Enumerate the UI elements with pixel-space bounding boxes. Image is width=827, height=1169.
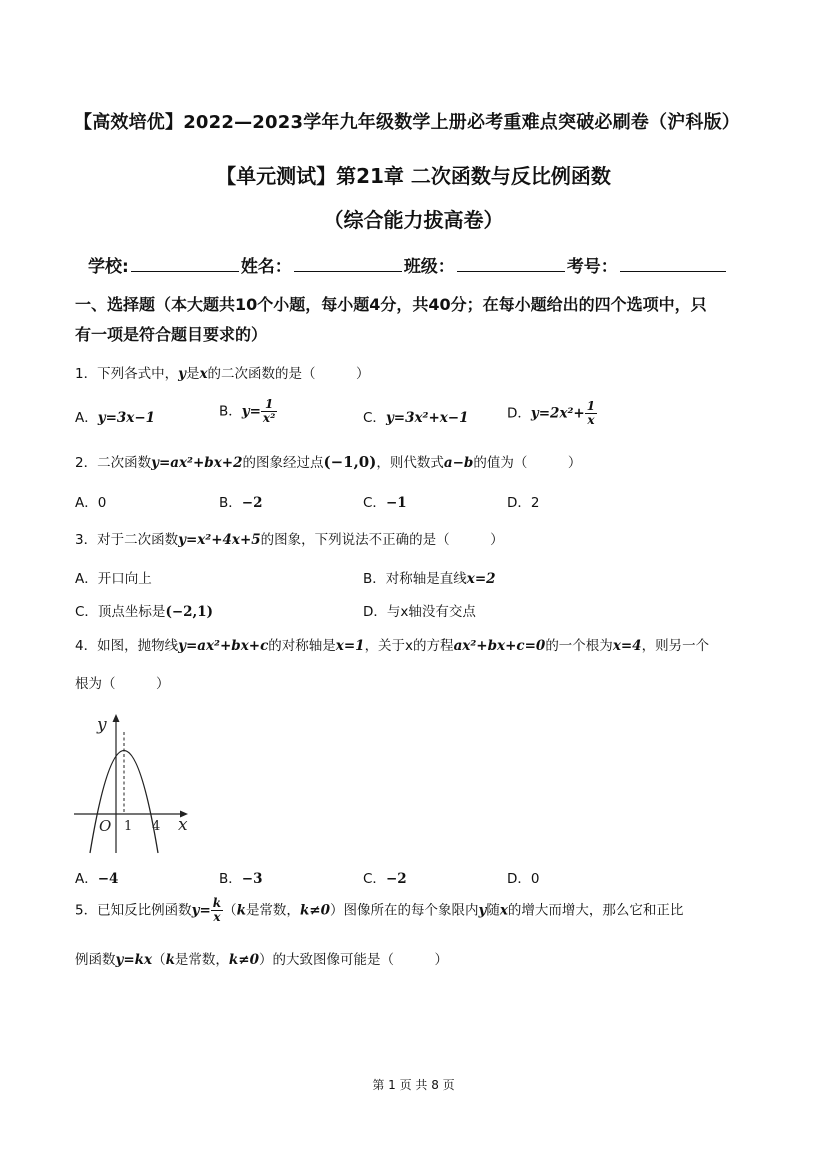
q1-text-c: 的二次函数的是（ ） [207, 366, 370, 382]
q1-option-c-label: C． [363, 410, 386, 426]
doc-title-line1: 【高效培优】2022—2023学年九年级数学上册必考重难点突破必刷卷（沪科版） [74, 112, 740, 133]
q1-text-a: 1．下列各式中， [75, 366, 179, 382]
q5-k2: k [165, 952, 175, 968]
q5-text-e: 随 [486, 902, 500, 919]
q5-function-left: y= [191, 902, 211, 919]
q2-option-c-value: −1 [385, 495, 407, 511]
q4-option-b[interactable] [219, 867, 262, 887]
q1-option-c[interactable] [363, 406, 469, 426]
q4-option-b-value: −3 [241, 871, 263, 887]
q3-option-b[interactable] [363, 567, 496, 587]
q2-option-c-label: C． [363, 495, 386, 511]
q3-text-b: 的图象，下列说法不正确的是（ ） [260, 532, 504, 548]
q5-stem-line2 [75, 948, 448, 968]
q4-tick-1: 1 [124, 819, 133, 834]
q1-option-b[interactable] [219, 398, 277, 425]
q5-numerator: k [212, 896, 222, 910]
q5-var-y: y [478, 902, 487, 919]
q2-option-c[interactable] [363, 491, 407, 511]
q4-y-label: y [97, 715, 107, 735]
q5-text-f: 的增大而增大，那么它和正比 [507, 902, 684, 919]
q3-option-c-text: C．顶点坐标是 [75, 604, 166, 620]
q4-x-label: x [178, 815, 188, 835]
q3-option-c[interactable] [75, 600, 213, 620]
q5-denominator: x [213, 910, 221, 924]
school-blank[interactable] [131, 255, 239, 272]
q4-parabola-graph [70, 710, 200, 855]
question-1-stem [75, 362, 370, 382]
q4-text-c: ，关于x的方程 [364, 638, 454, 654]
section1-heading-line2: 有一项是符合题目要求的） [75, 325, 268, 344]
class-blank[interactable] [457, 255, 565, 272]
name-blank[interactable] [294, 255, 402, 272]
q5-k-neq-1: k≠0 [299, 902, 330, 919]
school-label: 学校: [88, 257, 129, 277]
q1-option-d-fraction [585, 400, 597, 427]
q2-point: (−1,0) [323, 453, 377, 471]
q4-text-d: 的一个根为 [545, 638, 613, 654]
doc-title-line3: （综合能力拔高卷） [323, 208, 504, 232]
student-info-row [88, 252, 728, 277]
q1-option-d-label: D． [507, 405, 531, 422]
doc-title-line2: 【单元测试】第21章 二次函数与反比例函数 [216, 164, 611, 188]
question-2-stem [75, 451, 581, 471]
q2-expression: a−b [443, 455, 474, 471]
name-label: 姓名： [240, 257, 292, 277]
q1-option-d[interactable] [507, 400, 597, 427]
q1-option-a[interactable] [75, 406, 155, 426]
q4-option-c-value: −2 [385, 871, 407, 887]
section1-heading-line1: 一、选择题（本大题共10个小题，每小题4分，共40分；在每小题给出的四个选项中，只 [75, 295, 707, 314]
q5-line2-b: （ [152, 952, 166, 968]
q5-line2-a: 例函数 [75, 952, 116, 968]
q1-var-y: y [178, 366, 186, 382]
q4-equation: ax²+bx+c=0 [453, 638, 546, 654]
q1-option-b-numerator: 1 [261, 398, 277, 412]
q2-function: y=ax²+bx+2 [151, 455, 243, 471]
q1-option-b-denominator: x² [262, 411, 276, 425]
q2-option-b-label: B． [219, 495, 242, 511]
page-footer: 第 1 页 共 8 页 [372, 1078, 455, 1092]
q3-text-a: 3．对于二次函数 [75, 532, 179, 548]
question-4-stem [75, 634, 709, 654]
q5-text-c: 是常数， [245, 902, 300, 919]
q3-option-b-text: B．对称轴是直线 [363, 571, 467, 587]
q1-option-d-math: y=2x²+ [530, 405, 585, 422]
q1-option-d-denominator: x [587, 413, 595, 427]
q5-line2-d: ）的大致图像可能是（ ） [258, 952, 448, 968]
q3-option-c-math: (−2,1) [165, 604, 214, 620]
q4-stem-line2: 根为（ ） [75, 676, 170, 692]
q2-option-d[interactable]: D．2 [507, 495, 540, 511]
q4-text-e: ，则另一个 [641, 638, 710, 654]
q4-option-a-value: −4 [97, 871, 119, 887]
class-label: 班级： [403, 257, 455, 277]
q2-text-a: 2．二次函数 [75, 455, 152, 471]
q4-text-b: 的对称轴是 [268, 638, 336, 654]
q3-option-d[interactable]: D．与x轴没有交点 [363, 604, 476, 620]
q1-option-b-label: B． [219, 403, 242, 420]
q3-option-a[interactable]: A．开口向上 [75, 571, 152, 587]
q4-function: y=ax²+bx+c [178, 638, 269, 654]
q5-k-neq-2: k≠0 [228, 952, 259, 968]
q5-text-d: ）图像所在的每个象限内 [330, 902, 479, 919]
q1-option-c-math: y=3x²+x−1 [385, 410, 469, 426]
question-3-stem [75, 528, 504, 548]
q4-root: x=4 [612, 638, 642, 654]
q5-function-fraction [211, 897, 223, 924]
q4-tick-4: 4 [152, 819, 161, 834]
q1-option-d-numerator: 1 [586, 399, 596, 413]
q4-text-a: 4．如图，抛物线 [75, 638, 179, 654]
q1-text-b: 是 [185, 366, 200, 382]
q2-text-d: 的值为（ ） [473, 455, 582, 471]
q2-option-a[interactable]: A．0 [75, 495, 107, 511]
q2-text-b: 的图象经过点 [242, 455, 324, 471]
question-5-stem [75, 897, 683, 924]
q4-axis: x=1 [335, 638, 365, 654]
q1-var-x: x [199, 366, 208, 382]
q5-text-a: 5．已知反比例函数 [75, 902, 192, 919]
q5-text-b: （ [223, 902, 237, 919]
q4-option-c-label: C． [363, 871, 386, 887]
number-label: 考号： [566, 257, 618, 277]
q2-option-b-value: −2 [241, 495, 263, 511]
q1-option-a-label: A． [75, 410, 98, 426]
q3-option-b-math: x=2 [466, 571, 496, 587]
q4-y-axis-arrow [113, 714, 120, 722]
q3-function: y=x²+4x+5 [178, 532, 261, 548]
q4-option-a[interactable] [75, 867, 118, 887]
q4-origin-label: O [99, 817, 112, 835]
q2-text-c: ，则代数式 [376, 455, 444, 471]
q5-k1: k [236, 902, 246, 919]
q4-option-c[interactable] [363, 867, 407, 887]
q1-option-b-math: y= [241, 403, 261, 420]
q5-var-x: x [499, 902, 508, 919]
number-blank[interactable] [620, 255, 726, 272]
q1-option-a-math: y=3x−1 [97, 410, 156, 426]
q4-option-a-label: A． [75, 871, 98, 887]
q4-option-d[interactable]: D．0 [507, 871, 540, 887]
q4-option-b-label: B． [219, 871, 242, 887]
q2-option-b[interactable] [219, 491, 262, 511]
q5-line2-c: 是常数， [174, 952, 229, 968]
q5-function2: y=kx [115, 952, 153, 968]
q1-option-b-fraction [261, 398, 277, 425]
